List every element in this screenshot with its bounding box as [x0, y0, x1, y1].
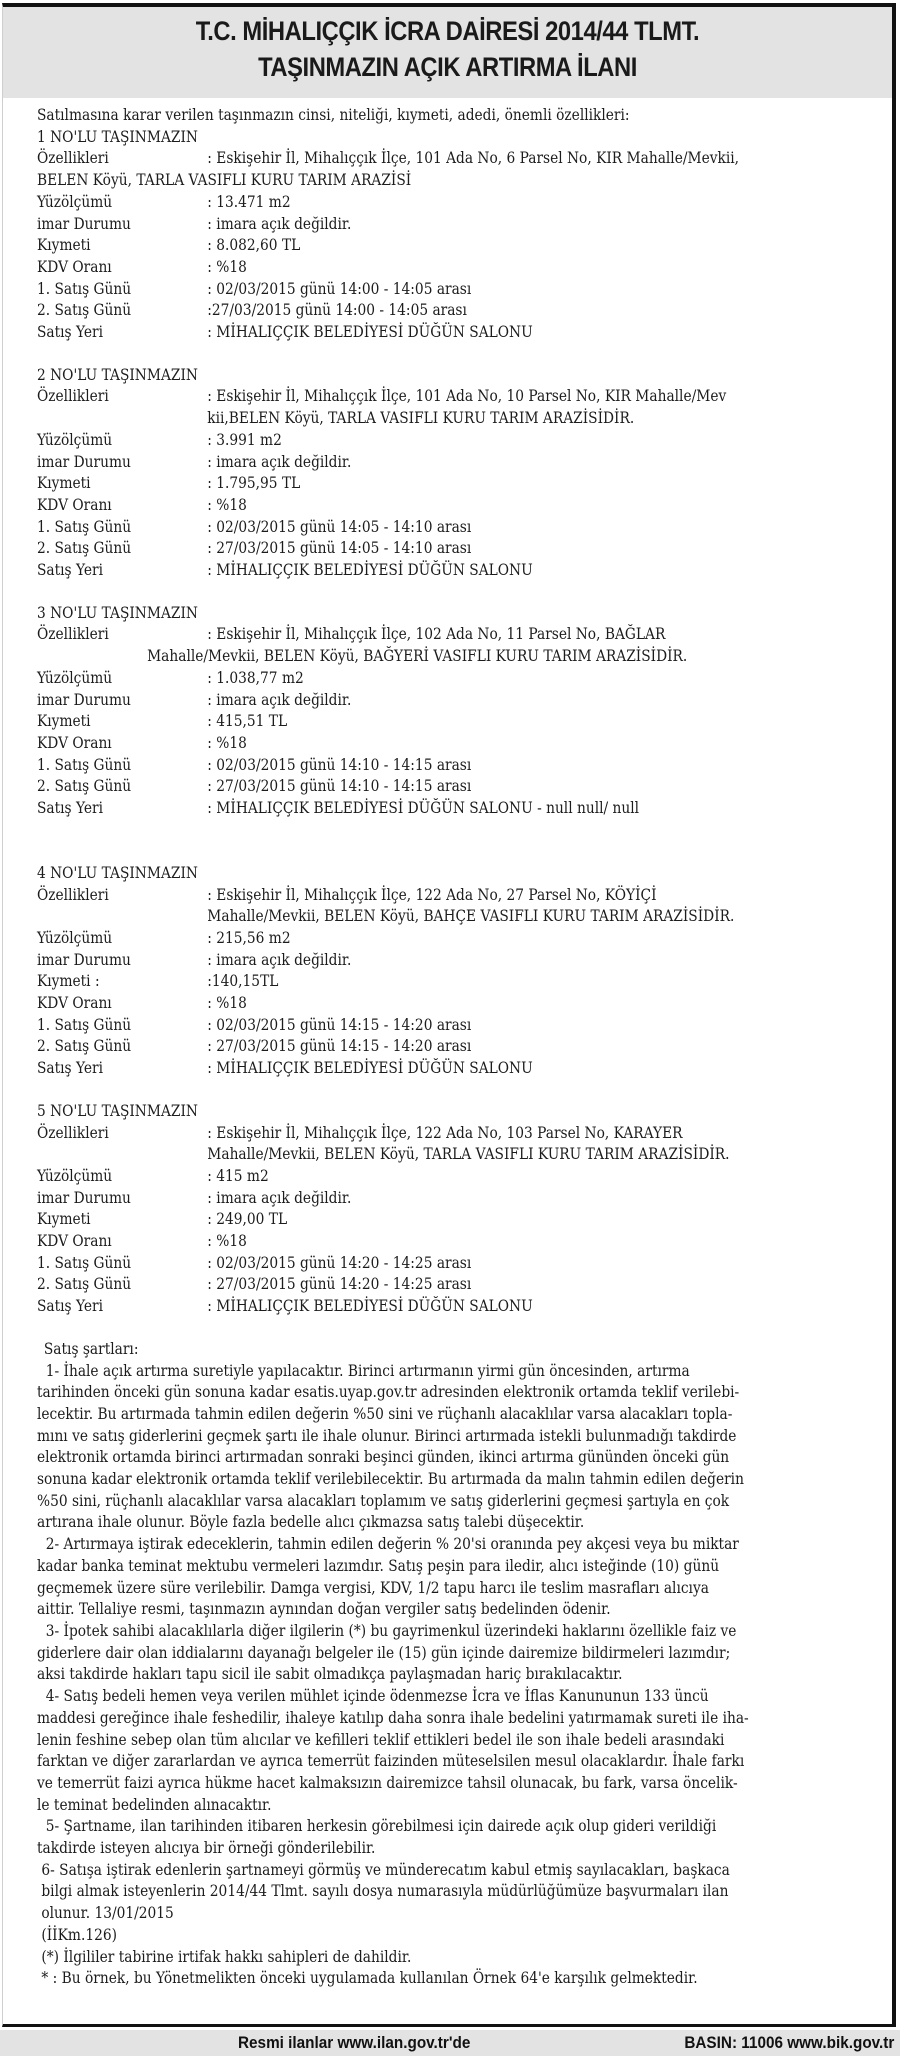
property-row-imar	[37, 451, 880, 473]
property-row-satis2	[37, 299, 880, 321]
field-value: : 02/03/2015 günü 14:05 - 14:10 arası	[207, 516, 472, 536]
field-label: 1. Satış Günü	[37, 1014, 132, 1034]
property-block	[37, 1100, 882, 1317]
property-row-kiymeti	[37, 970, 880, 992]
field-value: : Eskişehir İl, Mihalıççık İlçe, 101 Ada No, 6 Parsel No, KIR Mahalle/Mevkii,	[207, 148, 740, 168]
field-label: Kıymeti	[37, 235, 91, 255]
condition-line: kadar banka teminat mektubu vermeleri lazımdır. Satış peşin para iledir, alıcı isteğinde (10) günü	[37, 1555, 720, 1575]
property-row-kdv	[37, 494, 880, 516]
property-row-satis1	[37, 754, 880, 776]
condition-line: lenin feshine sebep olan tüm alıcılar ve kefilleri teklif ettikleri bedel ile son ihale bedeli arasındaki	[37, 1729, 725, 1749]
condition-line: (İİKm.126)	[37, 1924, 117, 1944]
property-features-continued: BELEN Köyü, TARLA VASIFLI KURU TARIM ARAZİSİ	[37, 170, 412, 190]
property-row-kiymeti	[37, 472, 880, 494]
field-value: : 13.471 m2	[207, 191, 291, 211]
field-value: : 215,56 m2	[207, 927, 291, 947]
condition-line: le teminat bedelinden alınacaktır.	[37, 1794, 272, 1814]
field-label: Yüzölçümü	[37, 667, 113, 687]
property-title: 2 NO'LU TAŞINMAZIN	[37, 364, 198, 384]
field-label: Özellikleri	[37, 1122, 109, 1142]
condition-line: 3- İpotek sahibi alacaklılarla diğer ilgilerin (*) bu gayrimenkul üzerindeki haklarını özellikle faiz ve	[37, 1621, 737, 1640]
field-value: :27/03/2015 günü 14:00 - 14:05 arası	[207, 300, 467, 320]
field-label: Yüzölçümü	[37, 927, 113, 947]
field-value: : MİHALIÇÇIK BELEDİYESİ DÜĞÜN SALONU	[207, 560, 533, 580]
property-features-continued: Mahalle/Mevkii, BELEN Köyü, TARLA VASIFLI KURU TARIM ARAZİSİDİR.	[207, 1144, 730, 1164]
field-value: : imara açık değildir.	[207, 949, 352, 969]
condition-line: 5- Şartname, ilan tarihinden itibaren herkesin görebilmesi için dairede açık olup gideri verildiği	[37, 1816, 717, 1836]
field-label: Özellikleri	[37, 624, 109, 644]
field-value: : 8.082,60 TL	[207, 235, 301, 255]
property-block	[37, 602, 882, 819]
field-label: KDV Oranı	[37, 256, 112, 276]
property-row-ozellikleri	[37, 147, 880, 169]
property-list	[37, 126, 882, 1317]
field-value: : imara açık değildir.	[207, 213, 352, 233]
property-title: 3 NO'LU TAŞINMAZIN	[37, 602, 198, 622]
property-row-ozellikleri	[37, 385, 880, 407]
property-row-imar	[37, 1187, 880, 1209]
property-row-yuzolcumu	[37, 667, 880, 689]
condition-line: olunur. 13/01/2015	[37, 1903, 174, 1923]
property-title: 4 NO'LU TAŞINMAZIN	[37, 862, 198, 882]
field-value: : %18	[207, 256, 247, 276]
field-label: imar Durumu	[37, 949, 131, 969]
notice-title-line2: TAŞINMAZIN AÇIK ARTIRMA İLANI	[258, 52, 637, 82]
field-value: : MİHALIÇÇIK BELEDİYESİ DÜĞÜN SALONU	[207, 1296, 533, 1316]
field-value: : MİHALIÇÇIK BELEDİYESİ DÜĞÜN SALONU	[207, 322, 533, 342]
field-label: imar Durumu	[37, 451, 131, 471]
field-value: : imara açık değildir.	[207, 1187, 352, 1207]
property-row-kiymeti	[37, 710, 880, 732]
field-value: : 27/03/2015 günü 14:15 - 14:20 arası	[207, 1036, 472, 1056]
property-row-satis2	[37, 775, 880, 797]
condition-line: (*) İlgililer tabirine irtifak hakkı sahipleri de dahildir.	[37, 1946, 412, 1966]
condition-line: farktan ve diğer zararlardan ve ayrıca temerrüt faizinden müteselsilen mesul olacaklardır. İhale farkı	[37, 1751, 745, 1771]
condition-line: 4- Satış bedeli hemen veya verilen mühlet içinde ödenmezse İcra ve İflas Kanununun 133 üncü	[37, 1686, 709, 1706]
property-row-yuzolcumu	[37, 191, 880, 213]
field-label: KDV Oranı	[37, 732, 112, 752]
property-row-yer	[37, 321, 880, 343]
property-row-imar	[37, 949, 880, 971]
property-row-satis2	[37, 1273, 880, 1295]
property-row-ozellikleri	[37, 1122, 880, 1144]
field-value: : 27/03/2015 günü 14:20 - 14:25 arası	[207, 1274, 472, 1294]
field-value: : 1.795,95 TL	[207, 473, 301, 493]
condition-line: giderlere dair olan iddialarını dayanağı belgeler ile (15) gün içinde dairemize bildirmeleri lazımdır;	[37, 1642, 731, 1662]
field-label: Kıymeti	[37, 1209, 91, 1229]
sale-conditions	[37, 1338, 882, 1989]
property-row-imar	[37, 213, 880, 235]
field-label: Yüzölçümü	[37, 1165, 113, 1185]
field-value: : 27/03/2015 günü 14:05 - 14:10 arası	[207, 538, 472, 558]
field-label: Kıymeti	[37, 711, 91, 731]
notice-title-line1: T.C. MİHALIÇÇIK İCRA DAİRESİ 2014/44 TLMT.	[195, 16, 700, 46]
property-row-satis1	[37, 1252, 880, 1274]
field-label: Satış Yeri	[37, 1296, 104, 1316]
field-label: Özellikleri	[37, 386, 109, 406]
field-value: : MİHALIÇÇIK BELEDİYESİ DÜĞÜN SALONU	[207, 1058, 533, 1078]
property-title: 1 NO'LU TAŞINMAZIN	[37, 126, 198, 146]
field-value: :140,15TL	[207, 971, 279, 991]
field-value: : imara açık değildir.	[207, 689, 352, 709]
condition-line: * : Bu örnek, bu Yönetmelikten önceki uygulamada kullanılan Örnek 64'e karşılık gelmektedir.	[37, 1968, 698, 1988]
field-label: 2. Satış Günü	[37, 1036, 132, 1056]
field-label: 1. Satış Günü	[37, 754, 132, 774]
property-row-yuzolcumu	[37, 927, 880, 949]
field-label: Yüzölçümü	[37, 191, 113, 211]
notice-box	[2, 3, 896, 2027]
condition-line: aittir. Tellaliye resmi, taşınmazın aynından doğan vergiler satış bedelinden ödenir.	[37, 1599, 611, 1619]
field-label: 2. Satış Günü	[37, 300, 132, 320]
field-label: imar Durumu	[37, 213, 131, 233]
property-row-yuzolcumu	[37, 429, 880, 451]
condition-line: artırana ihale olunur. Böyle fazla bedelle alıcı çıkmazsa satış talebi düşecektir.	[37, 1512, 585, 1532]
field-label: 2. Satış Günü	[37, 1274, 132, 1294]
condition-line: maddesi gereğince ihale feshedilir, ihaleye katılıp daha sonra ihale bedelini yatırmamak sureti ile iha-	[37, 1707, 749, 1727]
condition-line: 6- Satışa iştirak edenlerin şartnameyi görmüş ve münderecatım kabul etmiş sayılacakları, başkaca	[37, 1859, 730, 1879]
property-features-continued: kii,BELEN Köyü, TARLA VASIFLI KURU TARIM ARAZİSİDİR.	[207, 408, 635, 428]
field-label: Yüzölçümü	[37, 429, 113, 449]
condition-line: mını ve satış giderlerini geçmek şartı ile ihale olunur. Birinci artırmada istekli bulunmadığı takdirde	[37, 1425, 737, 1445]
condition-line: aksi takdirde hakları tapu sicil ile sabit olmadıkça paylaşmadan hariç bırakılacaktır.	[37, 1664, 623, 1684]
field-value: : 1.038,77 m2	[207, 667, 304, 687]
field-value: : %18	[207, 1231, 247, 1251]
property-title: 5 NO'LU TAŞINMAZIN	[37, 1100, 198, 1120]
field-label: Satış Yeri	[37, 798, 104, 818]
property-row-yer	[37, 797, 880, 819]
condition-line: ve temerrüt faizi ayrıca hükme hacet kalmaksızın dairemizce tahsil olunacak, bu fark, varsa öncelik-	[37, 1772, 738, 1792]
notice-header	[3, 7, 892, 98]
property-row-satis1	[37, 1014, 880, 1036]
field-label: 2. Satış Günü	[37, 538, 132, 558]
field-label: imar Durumu	[37, 689, 131, 709]
condition-line: lecektir. Bu artırmada tahmin edilen değerin %50 sini ve rüçhanlı alacaklılar varsa alacakları topla-	[37, 1403, 733, 1423]
field-label: Satış Yeri	[37, 560, 104, 580]
property-block	[37, 126, 882, 343]
field-value: : Eskişehir İl, Mihalıççık İlçe, 102 Ada No, 11 Parsel No, BAĞLAR	[207, 624, 666, 644]
condition-line: 2- Artırmaya iştirak edeceklerin, tahmin edilen değerin % 20'si oranında pey akçesi veya bu miktar	[37, 1534, 739, 1554]
field-value: : imara açık değildir.	[207, 451, 352, 471]
condition-line: geçmemek üzere süre verilebilir. Damga vergisi, KDV, 1/2 tapu harcı ile teslim masrafları alıcıya	[37, 1577, 709, 1597]
field-label: imar Durumu	[37, 1187, 131, 1207]
field-label: 1. Satış Günü	[37, 278, 132, 298]
property-row-satis2	[37, 537, 880, 559]
condition-line: tarihinden önceki gün sonuna kadar esatis.uyap.gov.tr adresinden elektronik ortamda teklif verilebi-	[37, 1382, 740, 1402]
field-label: KDV Oranı	[37, 494, 112, 514]
field-label: Satış Yeri	[37, 322, 104, 342]
condition-line: bilgi almak isteyenlerin 2014/44 Tlmt. sayılı dosya numarasıyla müdürlüğümüze başvurmaları ilan	[37, 1881, 729, 1901]
field-label: Satış Yeri	[37, 1058, 104, 1078]
condition-line: elektronik ortamda birinci artırmadan sonraki beşinci günden, ikinci artırma gününden önceki gün	[37, 1447, 730, 1467]
property-row-imar	[37, 689, 880, 711]
property-row-yuzolcumu	[37, 1165, 880, 1187]
field-value: : %18	[207, 732, 247, 752]
property-row-kdv	[37, 732, 880, 754]
field-label: Özellikleri	[37, 884, 109, 904]
condition-line: 1- İhale açık artırma suretiyle yapılacaktır. Birinci artırmanın yirmi gün öncesinden, artırma	[37, 1360, 690, 1380]
property-block	[37, 364, 882, 581]
property-features-continued: Mahalle/Mevkii, BELEN Köyü, BAHÇE VASIFLI KURU TARIM ARAZİSİDİR.	[207, 906, 735, 926]
property-row-kdv	[37, 1230, 880, 1252]
property-row-satis2	[37, 1035, 880, 1057]
field-value: : 02/03/2015 günü 14:15 - 14:20 arası	[207, 1014, 472, 1034]
property-row-yer	[37, 1295, 880, 1317]
property-row-kdv	[37, 256, 880, 278]
notice-body	[3, 98, 892, 1989]
field-value: : 27/03/2015 günü 14:10 - 14:15 arası	[207, 776, 472, 796]
intro-text: Satılmasına karar verilen taşınmazın cinsi, niteliği, kıymeti, adedi, önemli özellikleri:	[37, 105, 630, 124]
field-value: : 02/03/2015 günü 14:00 - 14:05 arası	[207, 278, 472, 298]
field-value: : 415 m2	[207, 1165, 269, 1185]
field-value: : 415,51 TL	[207, 711, 288, 731]
property-row-kdv	[37, 992, 880, 1014]
field-value: : 249,00 TL	[207, 1209, 288, 1229]
field-value: : 02/03/2015 günü 14:10 - 14:15 arası	[207, 754, 472, 774]
field-label: Kıymeti :	[37, 971, 100, 991]
condition-line: takdirde isteyen alıcıya bir örneği gönderilebilir.	[37, 1838, 376, 1858]
field-value: : MİHALIÇÇIK BELEDİYESİ DÜĞÜN SALONU - null null/ null	[207, 798, 640, 818]
field-value: : Eskişehir İl, Mihalıççık İlçe, 101 Ada No, 10 Parsel No, KIR Mahalle/Mev	[207, 386, 727, 406]
condition-line: sonuna kadar elektronik ortamda teklif verilebilecektir. Bu artırmada da malın tahmin edilen değerin	[37, 1469, 744, 1489]
field-value: : %18	[207, 494, 247, 514]
property-row-satis1	[37, 278, 880, 300]
field-value: : Eskişehir İl, Mihalıççık İlçe, 122 Ada No, 103 Parsel No, KARAYER	[207, 1122, 683, 1142]
field-label: 1. Satış Günü	[37, 516, 132, 536]
property-row-yer	[37, 1057, 880, 1079]
field-label: KDV Oranı	[37, 1231, 112, 1251]
field-value: : Eskişehir İl, Mihalıççık İlçe, 122 Ada No, 27 Parsel No, KÖYİÇİ	[207, 884, 657, 904]
property-row-satis1	[37, 516, 880, 538]
condition-line: %50 sini, rüçhanlı alacaklılar varsa alacakları toplamım ve satış giderlerini geçmesi şartıyla en çok	[37, 1490, 730, 1510]
property-row-ozellikleri	[37, 884, 880, 906]
field-label: 1. Satış Günü	[37, 1252, 132, 1272]
field-label: Kıymeti	[37, 473, 91, 493]
field-value: : 02/03/2015 günü 14:20 - 14:25 arası	[207, 1252, 472, 1272]
footer-left-text: Resmi ilanlar www.ilan.gov.tr'de	[238, 2033, 471, 2052]
footer-bar	[0, 2030, 900, 2056]
footer-right-text: BASIN: 11006 www.bik.gov.tr	[683, 2033, 894, 2052]
field-value: : %18	[207, 993, 247, 1013]
property-row-kiymeti	[37, 234, 880, 256]
property-row-ozellikleri	[37, 623, 880, 645]
field-label: 2. Satış Günü	[37, 776, 132, 796]
property-row-kiymeti	[37, 1208, 880, 1230]
field-label: KDV Oranı	[37, 993, 112, 1013]
conditions-heading: Satış şartları:	[43, 1338, 139, 1358]
field-label: Özellikleri	[37, 148, 109, 168]
property-row-yer	[37, 559, 880, 581]
property-block	[37, 862, 882, 1079]
property-features-continued: Mahalle/Mevkii, BELEN Köyü, BAĞYERİ VASIFLI KURU TARIM ARAZİSİDİR.	[147, 646, 688, 666]
field-value: : 3.991 m2	[207, 429, 282, 449]
